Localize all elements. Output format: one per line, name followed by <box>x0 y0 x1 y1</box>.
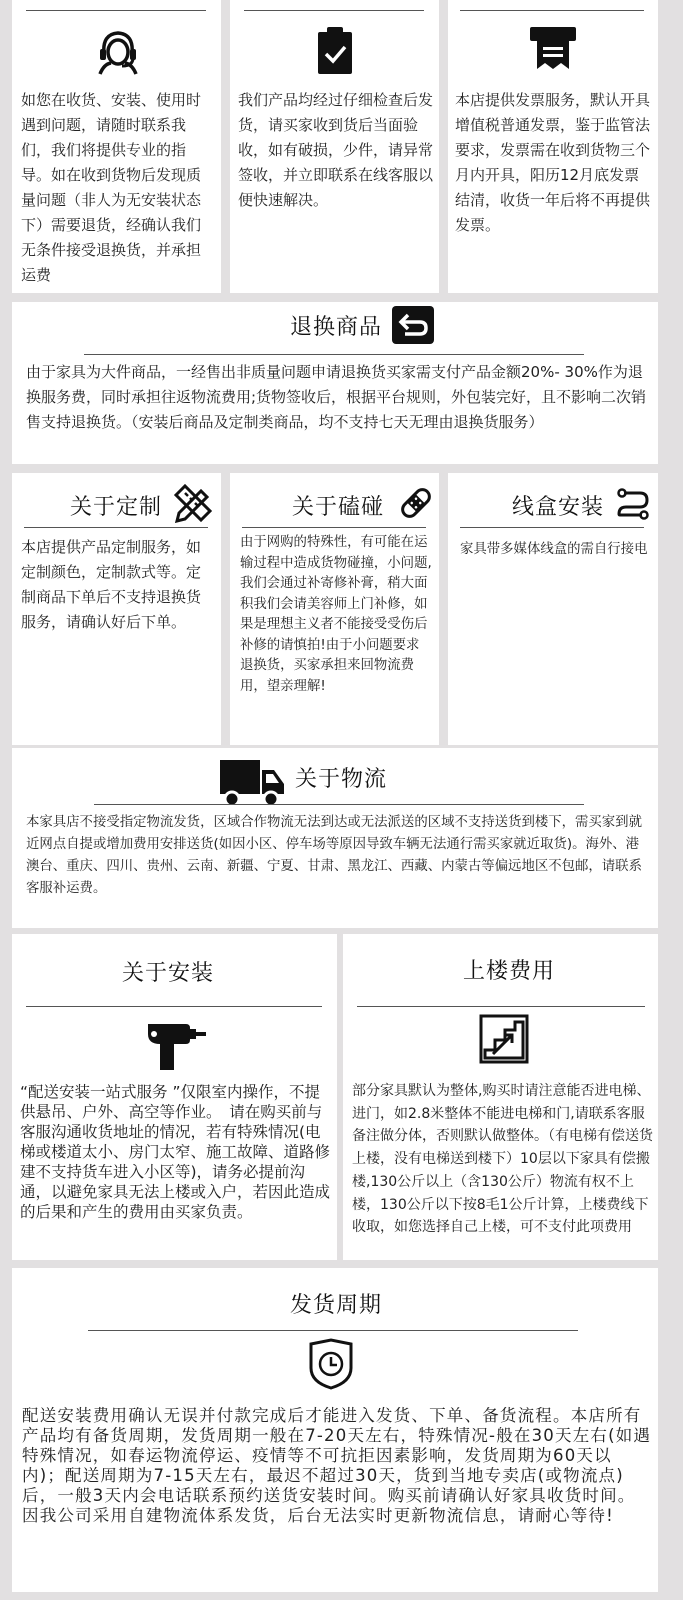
shipping-card <box>12 1268 658 1592</box>
shield-clock-icon <box>308 1338 354 1390</box>
install-title: 关于安装 <box>122 961 215 986</box>
divider <box>26 10 206 11</box>
cable-title: 线盒安装 <box>512 495 605 520</box>
inspect-text: 我们产品均经过仔细检查后发货，请买家收到货后当面验收，如有破损，少件，请异常签收，并立即联系在线客服以便快速解决。 <box>238 91 434 209</box>
stairs-text: 部分家具默认为整体,购买时请注意能否进电梯、进门，如2.8米整体不能进电梯和门,请联系客服备注做分体，否则默认做整体。（有电梯有偿送货上楼，没有电梯送到楼下）10层以下家具有偿搬楼,130公斤以上（含130公斤）物流有权不上楼，130公斤以下按8毛1公斤计算，上楼费线下收取，如您选择自己上楼，可不支付此项费用 <box>352 1083 653 1236</box>
divider <box>94 804 584 805</box>
logistics-title: 关于物流 <box>295 767 388 792</box>
stairs-title: 上楼费用 <box>463 959 556 984</box>
service-card <box>12 0 221 293</box>
logistics-card <box>12 748 658 928</box>
divider <box>84 354 584 355</box>
logistics-text: 本家具店不接受指定物流发货，区域合作物流无法到达或无法派送的区域不支持送货到楼下，需买家到就近网点自提或增加费用安排送货(如因小区、停车场等原因导致车辆无法通行需买家就近取货)。海外、港澳台、重庆、四川、贵州、云南、新疆、宁夏、甘肃、黑龙江、西藏、内蒙古等偏远地区不包邮，请联系客服补运费。 <box>26 815 642 896</box>
custom-title: 关于定制 <box>70 495 163 520</box>
bump-card <box>230 473 439 745</box>
custom-card <box>12 473 221 745</box>
divider <box>242 527 426 528</box>
bump-title: 关于磕碰 <box>292 495 385 520</box>
bandage-icon <box>398 485 434 521</box>
divider <box>460 10 644 11</box>
returns-title: 退换商品 <box>290 315 383 340</box>
returns-card <box>12 302 658 464</box>
divider <box>460 527 644 528</box>
cable-route-icon <box>616 485 650 521</box>
invoice-text: 本店提供发票服务，默认开具增值税普通发票，鉴于监管法要求，发票需在收到货物三个月内开具，阳历12月底发票结清，收货一年后将不再提供发票。 <box>455 91 651 234</box>
divider <box>26 1006 322 1007</box>
cable-card <box>448 473 658 745</box>
cable-text: 家具带多媒体线盒的需自行接电 <box>460 542 648 557</box>
shipping-title: 发货周期 <box>290 1293 383 1318</box>
invoice-card <box>448 0 658 293</box>
custom-text: 本店提供产品定制服务，如定制颜色，定制款式等。定制商品下单后不支持退换货服务，请确认好后下单。 <box>21 538 202 631</box>
receipt-icon <box>528 25 578 73</box>
returns-text: 由于家具为大件商品，一经售出非质量问题申请退换货买家需支付产品金额20%- 30%作为退换服务费，同时承担往返物流费用;货物签收后，根据平台规则，外包装完好，且不影响二次销售支持退换货。（安装后商品及定制类商品，均不支持七天无理由退换货服务） <box>26 363 647 431</box>
clipboard-check-icon <box>316 24 354 76</box>
customer-service-icon <box>94 26 142 76</box>
power-drill-icon <box>146 1020 208 1074</box>
install-card <box>12 934 337 1260</box>
service-text: 如您在收货、安装、使用时遇到问题，请随时联系我们，我们将提供专业的指导。如在收到货物后发现质量问题（非人为无安装状态下）需要退货，经确认我们无条件接受退换货，并承担运费 <box>21 91 202 284</box>
divider <box>88 1330 578 1331</box>
truck-icon <box>218 756 286 808</box>
stairs-card <box>343 934 658 1260</box>
shipping-text: 配送安装费用确认无误并付款完成后才能进入发货、下单、备货流程。本店所有产品均有备货周期，发货周期一般在7-20天左右，特殊情况-般在30天左右(如遇特殊情况，如春运物流停运、疫情等不可抗拒因素影响，发货周期为60天以内)；配送周期为7-15天左右，最迟不超过30天，货到当地专卖店(或物流点)后，一般3天内会电话联系预约送货安装时间。购买前请确认好家具收货时间。因我公司采用自建物流体系发货，后台无法实时更新物流信息，请耐心等待! <box>22 1406 652 1525</box>
divider <box>244 10 424 11</box>
bump-text: 由于网购的特殊性，有可能在运输过程中造成货物碰撞，小问题,我们会通过补寄修补膏，稍大面积我们会请美容师上门补修，如果是理想主义者不能接受受伤后补修的请慎拍!由于小问题要求退换货，买家承担来回物流费用，望亲理解! <box>240 535 432 694</box>
divider <box>24 527 208 528</box>
divider <box>357 1006 645 1007</box>
inspect-card <box>230 0 439 293</box>
stairs-icon <box>479 1014 529 1064</box>
pencil-ruler-icon <box>173 483 213 523</box>
return-arrow-icon <box>390 304 436 346</box>
install-text: “配送安装一站式服务 ”仅限室内操作，不提供悬吊、户外、高空等作业。 请在购买前与客服沟通收货地址的情况，若有特殊情况(电梯或楼道太小、房门太窄、施工故障、道路修建不支持货车进入小区等)，请务必提前沟通，以避免家具无法上楼或入户，若因此造成的后果和产生的费用由买家负责。 <box>20 1083 331 1221</box>
